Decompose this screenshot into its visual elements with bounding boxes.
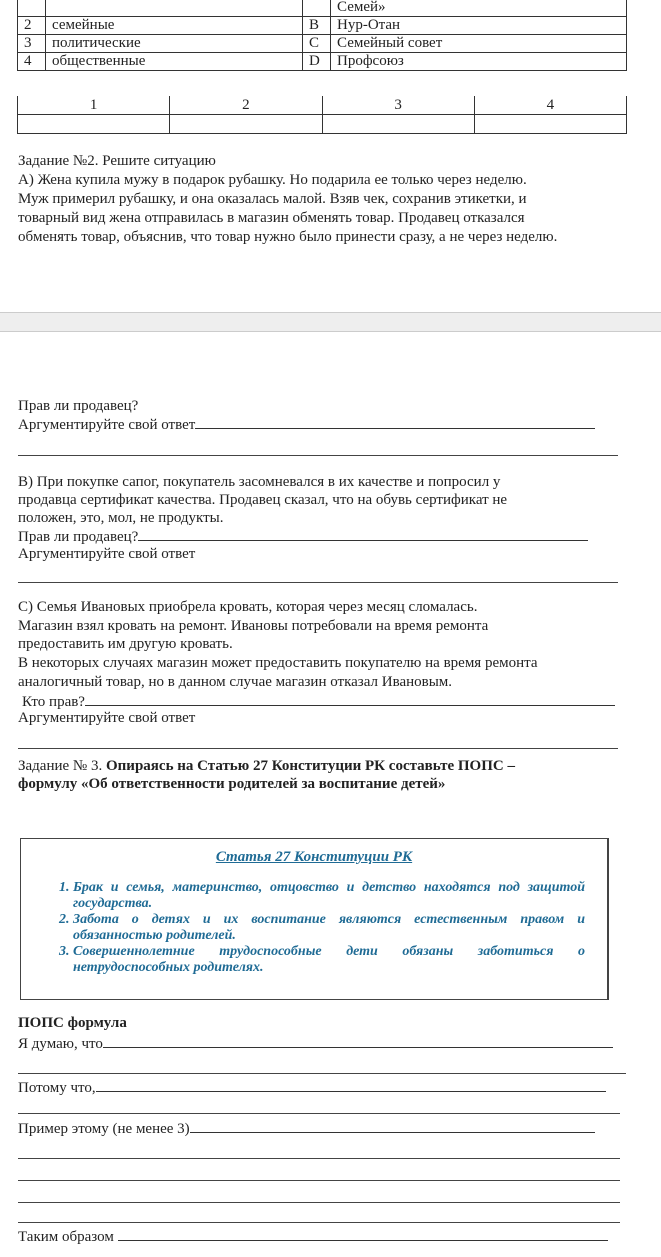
answer-line[interactable] (18, 582, 618, 583)
article-list (61, 880, 585, 976)
answer-line[interactable] (103, 1035, 613, 1048)
matching-table (17, 0, 627, 71)
task3-title (18, 758, 515, 775)
article-title: Статья 27 Конституции РК (215, 849, 413, 865)
pops-example (18, 1120, 595, 1138)
situation-b-line: продавца сертификат качества. Продавец сказал, что на обувь сертификат не (18, 492, 508, 508)
situation-b-line: В) При покупке сапог, покупатель засомневался в их качестве и попросил у (18, 474, 501, 490)
header-cell: 2 (170, 96, 322, 115)
cell: Нур-Отан (331, 17, 627, 35)
answer-cell[interactable] (18, 115, 170, 134)
cell: Профсоюз (331, 53, 627, 71)
answer-cell[interactable] (322, 115, 474, 134)
answer-line[interactable] (18, 1222, 620, 1223)
answer-line[interactable] (18, 1202, 620, 1203)
pops-label: Потому что, (18, 1080, 96, 1096)
cell (46, 0, 303, 17)
table-row (18, 35, 627, 53)
answer-line[interactable] (18, 1073, 626, 1074)
argue-b: Аргументируйте свой ответ (18, 546, 196, 562)
answer-line[interactable] (138, 528, 588, 541)
argue-label: Аргументируйте свой ответ (18, 417, 196, 433)
answer-cell[interactable] (474, 115, 626, 134)
answer-line[interactable] (18, 1158, 620, 1159)
question-label: Кто прав? (22, 694, 85, 710)
situation-c-line: предоставить им другую кровать. (18, 636, 233, 652)
cell: C (303, 35, 331, 53)
pops-label: Таким образом (18, 1229, 114, 1245)
answer-table (17, 96, 627, 134)
answer-row (18, 115, 627, 134)
task3-title-2: формулу «Об ответственности родителей за воспитание детей» (18, 776, 446, 792)
cell: 3 (18, 35, 46, 53)
situation-a-line: Муж примерил рубашку, и она оказалась малой. Взяв чек, сохранив этикетки, и (18, 191, 527, 207)
pops-heading: ПОПС формула (18, 1015, 127, 1031)
table-row (18, 0, 627, 17)
cell: общественные (46, 53, 303, 71)
task3-title-bold: Опираясь на Статью 27 Конституции РК составьте ПОПС – (106, 758, 515, 774)
header-cell: 1 (18, 96, 170, 115)
article-item: 3. Совершеннолетние трудоспособные дети обязаны заботиться о нетрудоспособных родителях. (73, 944, 585, 976)
cell: Семейный совет (331, 35, 627, 53)
situation-a-line: А) Жена купила мужу в подарок рубашку. Но подарила ее только через неделю. (18, 172, 527, 188)
situation-b-line: положен, это, мол, не продукты. (18, 510, 224, 526)
answer-cell[interactable] (170, 115, 322, 134)
cell: B (303, 17, 331, 35)
situation-a-line: обменять товар, объяснив, что товар нужно было принести сразу, а не через неделю. (18, 229, 558, 245)
cell: D (303, 53, 331, 71)
cell (18, 0, 46, 17)
cell: 4 (18, 53, 46, 71)
header-cell: 4 (474, 96, 626, 115)
cell (303, 0, 331, 17)
table-row (18, 53, 627, 71)
answer-line[interactable] (18, 1180, 620, 1181)
answer-line[interactable] (190, 1120, 595, 1133)
question-c (22, 693, 615, 711)
task2-title: Задание №2. Решите ситуацию (18, 153, 216, 169)
article-item: 1. Брак и семья, материнство, отцовство и детство находятся под защитой государства. (73, 880, 585, 912)
cell: 2 (18, 17, 46, 35)
situation-c-line: С) Семья Ивановых приобрела кровать, которая через месяц сломалась. (18, 599, 478, 615)
pops-think (18, 1035, 613, 1053)
argue-a (18, 416, 595, 434)
answer-line[interactable] (195, 416, 595, 429)
situation-c-line: Магазин взял кровать на ремонт. Ивановы потребовали на время ремонта (18, 618, 489, 634)
cell: семейные (46, 17, 303, 35)
answer-line[interactable] (96, 1079, 606, 1092)
question-label: Прав ли продавец? (18, 529, 139, 545)
pops-thus (18, 1228, 608, 1246)
pops-because (18, 1079, 606, 1097)
answer-line[interactable] (118, 1228, 608, 1241)
situation-c-line: В некоторых случаях магазин может предоставить покупателю на время ремонта (18, 655, 538, 671)
cell: Семей» (331, 0, 627, 17)
article-box (20, 838, 609, 1000)
page-break (0, 312, 661, 332)
answer-line[interactable] (18, 1113, 620, 1114)
answer-line[interactable] (18, 455, 618, 456)
pops-label: Пример этому (не менее 3) (18, 1121, 190, 1137)
situation-c-line: аналогичный товар, но в данном случае магазин отказал Ивановым. (18, 674, 453, 690)
argue-c: Аргументируйте свой ответ (18, 710, 196, 726)
header-cell: 3 (322, 96, 474, 115)
pops-label: Я думаю, что (18, 1036, 103, 1052)
question-b (18, 528, 588, 546)
answer-line[interactable] (18, 748, 618, 749)
cell: политические (46, 35, 303, 53)
table-header-row (18, 96, 627, 115)
task3-prefix: Задание № 3. (18, 758, 106, 774)
article-item: 2. Забота о детях и их воспитание являются естественным правом и обязанностью родителей. (73, 912, 585, 944)
table-row (18, 17, 627, 35)
answer-line[interactable] (85, 693, 615, 706)
situation-a-line: товарный вид жена отправилась в магазин обменять товар. Продавец отказался (18, 210, 525, 226)
question-a: Прав ли продавец? (18, 398, 139, 414)
